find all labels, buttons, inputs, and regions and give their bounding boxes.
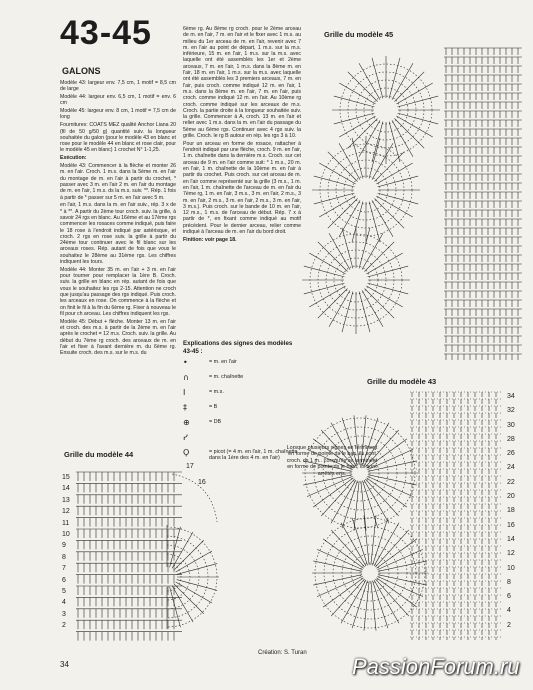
- row-number: 8: [62, 553, 66, 561]
- paragraph: Finition: voir page 18.: [183, 236, 237, 243]
- double-crochet-symbol-icon: ‡: [183, 403, 187, 412]
- row-number: 12: [62, 508, 70, 516]
- instructions-column-2: [183, 26, 301, 340]
- row-number: 6: [62, 576, 66, 584]
- paragraph: Modèle 44: largeur env. 6,5 cm, 1 motif = env. 6 cm: [60, 94, 176, 107]
- row-number: 28: [507, 435, 515, 443]
- chain-symbol-icon: •: [183, 358, 188, 367]
- paragraph: Modèle 45: Début + flèche. Monter 13 m. en l'air et croch. des m.s. à partir de la 2ème m. en l'air après le crochet = 12 m.s. Croch. suiv. la grille. Au début du 7ème rg croch. des arceaux de m. en l'air et fixer à l'avant dernière m. du 6ème rg. Ensuite croch. des m.s. sur le m.s. du: [60, 318, 176, 357]
- legend-row: [183, 434, 301, 449]
- legend-label: = picot (= 4 m. en l'air, 1 m. chaînette dans la 1ère des 4 m. en l'air): [209, 449, 298, 462]
- legend-label: = m. chaînette: [209, 374, 244, 380]
- row-number: 8: [507, 578, 511, 586]
- chart-44-strokes: [76, 472, 219, 641]
- slip-stitch-symbol-icon: ∩: [183, 373, 189, 382]
- legend-label: = m. en l'air: [209, 359, 237, 365]
- legend-row: [183, 404, 301, 419]
- legend-row: [183, 359, 301, 374]
- row-number: 26: [507, 450, 515, 458]
- row-number: 9: [62, 542, 66, 550]
- row-number: 20: [507, 493, 515, 501]
- legend-row: [183, 389, 301, 404]
- grid-45-label: Grille du modèle 45: [324, 30, 394, 39]
- page-title: 43-45: [60, 14, 152, 52]
- paragraph: Fournitures: COATS MEZ qualité Anchor Liana 20 (fil de 50 g/50 g) quantité suiv. la longueur souhaitée du galon (pour le modèle 43 en blanc et rose pour le modèle 44 en blanc et rose clair, pour le modèle 45 en blanc) 1 crochet N° 1-1,25.: [60, 122, 176, 154]
- row-number: 5: [62, 587, 66, 595]
- crochet-chart-43: [300, 388, 505, 640]
- legend-row: [183, 374, 301, 389]
- chart-45-strokes: [302, 48, 522, 360]
- symbol-legend: [183, 359, 301, 471]
- row-number: 24: [507, 464, 515, 472]
- row-number: 3: [62, 610, 66, 618]
- instructions-column-1: [60, 80, 176, 462]
- row-number: 13: [62, 496, 70, 504]
- row-number: 30: [507, 421, 515, 429]
- row-number: 18: [507, 507, 515, 515]
- row-number: 12: [507, 550, 515, 558]
- row-number: 2: [62, 622, 66, 630]
- paragraph: Pour un arceau en forme de rosace, rattacher à l'endroit indiqué par une flèche, croch. 9 m. en l'air, 1 m. chaînette dans la dernière m.s. Croch. sur cet arceau de 9 m. en l'air comme suit: * 1 m.s., 20 m. en l'air, 1 m. chaînette de la 10ème m. en l'air à partir du crochet. Puis croch. sur cet arceau de m. en l'air comme représenté sur la grille (3 m.s., 1 m. en l'air, 1 m. chaînette de l'arceau de m. en l'air du 7ème rg, 1 m. en l'air, 3 m.s., 3 m. en l'air, 2 m.s., 3 m. en l'air, 2 m.s., 3 m. en l'air, 2 m.s., 3 m. en l'air, 3 m.s.). Puis croch. sur le bande de 10 m. en l'air, 12 m.s., 1 m.s. de l'arceau de début. Rép. 7 x à partir de *, en fixant comme indiqué au motif précédent. Pour le dernier arceau, relier comme indiqué à l'arceau de m. en l'air du bord droit.: [183, 140, 301, 235]
- row-number: 6: [507, 593, 511, 601]
- row-number: 32: [507, 407, 515, 415]
- watermark: PassionForum.ru: [352, 654, 520, 679]
- row-number: 11: [62, 519, 70, 527]
- page-number: 34: [60, 660, 69, 669]
- legend-row: [183, 419, 301, 434]
- crochet-chart-44: [72, 462, 222, 642]
- grid-44-label: Grille du modèle 44: [64, 450, 134, 459]
- cluster-symbol-icon: ᓯ: [183, 433, 188, 442]
- legend-title: Explications des signes des modèles 43-45 :: [183, 340, 293, 355]
- row-number: 22: [507, 478, 515, 486]
- picot-symbol-icon: Ϙ: [183, 448, 190, 457]
- paragraph: Modèle 44: Monter 35 m. en l'air + 3 m. en l'air pour tourner pour remplacer la 1ère B. Croch. suiv. la grille en blanc en rép. autant de fois que vous le souhaitez les rgs 2-15. Attention ne croch que jusqu'au passage des rgs indiqué. Puis croch. les arceaux en rose. On commence à la flèche et on finit le fil à la fin du 6ème rg. Fixer à nouveau le fil pour ch arceau. Les chiffres indiquent les rgs.: [60, 266, 176, 317]
- grid-44-row-17: 17: [186, 463, 194, 470]
- row-number: 4: [507, 607, 511, 615]
- paragraph: Modèle 45: largeur env. 8 cm, 1 motif = 7,5 cm de long: [60, 108, 176, 121]
- paragraph: Modèle 43: largeur env. 7,5 cm, 1 motif = 8,5 cm de large: [60, 80, 176, 93]
- crochet-chart-45: [296, 40, 526, 360]
- grid-43-label: Grille du modèle 43: [367, 377, 437, 386]
- row-number: 2: [507, 621, 511, 629]
- credit: Création: S. Turan: [258, 650, 307, 656]
- row-number: 10: [507, 564, 515, 572]
- paragraph-heading: Exécution:: [60, 155, 87, 162]
- paragraph: en l'air, 1 m.s. dans la m. en l'air suiv., rép. 3 x de * à **. A partir du 2ème tour croch. suiv. la grille, à savoir 24 rgs en blanc. Au 16ème et au 17ème rgs commencer les rosaces comme indiqué, puis faire le 18 rose à l'endroit indiqué par astérisque, et croch. 2 rgs en rose suiv. la grille à partir du 24ème tour continuer avec le fil blanc sur les arceaux roses. Rép. autant de fois que vous le souhaitez le 28ème au 31ème rgs. Les chiffres indiquent les tours.: [60, 202, 176, 266]
- paragraph: Modèle 43: Commencer à la flèche et monter 26 m. en l'air. Croch. 1 m.s. dans la 5ème m. en l'air du montage de m. en l'air à partir du crochet, * passer avec 3 m. en l'air 2 m. en l'air du montage de m. en l'air, 1 m.s. ds la m.s. suiv. **. Rép. 1 fois à partir de * passer sur 5 m. en l'air avec 5 m.: [60, 163, 176, 201]
- grid-43-row-numbers: [507, 393, 515, 636]
- treble-symbol-icon: ⊕: [183, 418, 190, 427]
- legend-label: = DB: [209, 419, 222, 425]
- row-number: 10: [62, 530, 70, 538]
- section-heading: GALONS: [62, 66, 101, 76]
- row-number: 14: [507, 535, 515, 543]
- chart-43-strokes: [302, 392, 502, 640]
- single-crochet-symbol-icon: I: [183, 388, 186, 397]
- symbol-note: Lorsque plusieurs signes se terminent en forme de pointe ds le bas, ils sont croch. ds 1 m.. Lorsqu'ils se terminent en forme de pointe ds le haut, ils sont arrêtés ens.: [286, 445, 378, 477]
- row-number: 16: [507, 521, 515, 529]
- grid-44-row-numbers: [62, 474, 70, 633]
- row-number: 34: [507, 393, 515, 400]
- legend-label: = B: [209, 404, 218, 410]
- row-number: 15: [62, 474, 70, 481]
- row-number: 4: [62, 599, 66, 607]
- grid-44-row-16: 16: [198, 479, 206, 486]
- row-number: 14: [62, 485, 70, 493]
- paragraph: 6ème rg. Au 8ème rg croch. pour le 2ème arceau de m. en l'air, 7 m. en l'air et le fixer avec 1 m.s. au milieu du 1er arceau de m. en l'air, revenir avec 7 m. en l'air au point de départ, 1 m.s. sur la m.s. inférieure, 15 m. en l'air, 1 m.s. sur la m.s. avec laquelle ont été assemblés les 1er et 2ème arceaux, 7 m. en l'air, 1 m.s. dans la 8ème m. en l'air, 18 m. en l'air, 1 m.s. sur la m.s. avec laquelle ont été assemblés les 3 premiers arceaux, 7 m. en l'air, puis croch. comme indiqué 12 m. en l'air, 1 m.s. dans la 8ème m. en l'air, 7 m. en l'air, puis croch. comme indiqué 12 m. en l'air. Au 10ème rg croch. comme indiqué sur les arceaux de m.s. Croch. la partie droite à la longueur souhaitée suiv. la grille. Commencer à A, croch. 13 m. en l'air et relier avec 1 m.s. dans la m. en l'air du passage du 5ème au 6ème rgs. Continuer avec 4 rgs suiv. la grille. Croch. le rg B autour en rép. les rgs 3 à 10.: [183, 26, 301, 140]
- legend-label: = m.s.: [209, 389, 224, 395]
- row-number: 7: [62, 565, 66, 573]
